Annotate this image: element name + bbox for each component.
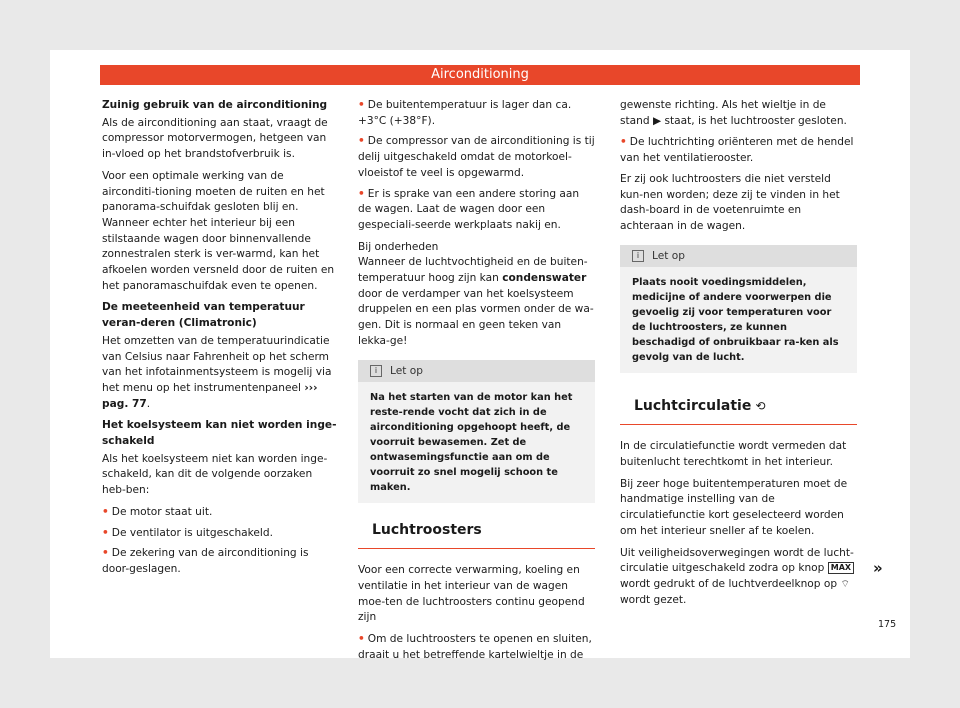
note-box	[620, 245, 857, 373]
note-text: Plaats nooit voedingsmiddelen, medicijne of andere voorwerpen die gevoelig zij voor temperaturen voor de luchtroosters, ze kunnen beschadigd of onbruikbaar ra-ken als gevolg van de lucht.	[632, 276, 839, 363]
paragraph: Voor een correcte verwarming, koeling en ventilatie in het interieur van de wagen moe-ten de luchtroosters continu geopend zijn	[358, 564, 585, 624]
note-box	[358, 360, 595, 503]
list-item: • Om de luchtroosters te openen en sluiten, draait u het betreffende kartelwieltje in de	[358, 633, 592, 661]
heading-efficient-use: Zuinig gebruik van de airconditioning	[102, 99, 328, 111]
bullet-icon: •	[358, 135, 365, 148]
list-item: • De ventilator is uitgeschakeld.	[102, 526, 273, 539]
list-item: • De buitentemperatuur is lager dan ca. +3°C (+38°F).	[358, 99, 572, 127]
page-reference-link[interactable]: ››› pag. 77	[102, 381, 318, 410]
section-title-luchtroosters: Luchtroosters	[358, 515, 595, 550]
column-1	[102, 98, 339, 583]
page-number: 175	[878, 619, 897, 630]
list-item: • De compressor van de airconditioning is tij delij uitgeschakeld omdat de motorkoel-vloeistof te veel is opgewarmd.	[358, 135, 595, 179]
bullet-icon: •	[102, 505, 109, 518]
list-item: • Er is sprake van een andere storing aan de wagen. Laat de wagen door een gespeciali-seerde werkplaats nakij en.	[358, 187, 580, 231]
info-icon: i	[370, 365, 382, 377]
paragraph: Voor een optimale werking van de airconditi-tioning moeten de ruiten en het panorama-schuifdak gesloten blij en. Wanneer echter het interieur bij een stilstaande wagen door binnenvallende zonnestralen sterk is ver-warmd, kan het afkoelen worden versneld door de ruiten en het panoramaschuifdak even te openen.	[102, 169, 335, 292]
bullet-icon: •	[102, 526, 109, 539]
column-2	[358, 98, 595, 668]
paragraph: Uit veiligheidsoverwegingen wordt de lucht-circulatie uitgeschakeld zodra op knop MAX wordt gedrukt of de luchtverdeelknop op ⌔ wordt gezet.	[620, 546, 854, 606]
paragraph: Bij zeer hoge buitentemperaturen moet de handmatige instelling van de circulatiefunctie kort geselecteerd worden om het interieur sneller af te koelen.	[620, 477, 848, 537]
paragraph: In de circulatiefunctie wordt vermeden dat buitenlucht terechtkomt in het interieur.	[620, 440, 847, 469]
paragraph: Wanneer de luchtvochtigheid en de buiten-temperatuur hoog zijn kan condenswater door de verdamper van het koelsysteem druppelen en een plas vormen onder de wa-gen. Dit is normaal en geen teken van lekka-ge!	[358, 256, 594, 347]
subheading: Bij onderheden	[358, 240, 439, 253]
paragraph: Het omzetten van de temperatuurindicatie van Celsius naar Fahrenheit op het scherm van het infotainmentsysteem is mogelij via het menu op het instrumentenpaneel ››› pag. 77.	[102, 334, 332, 410]
section-title-luchtcirculatie: Luchtcirculatie ⟲	[620, 391, 857, 426]
bullet-icon: •	[358, 187, 365, 200]
continue-mark: »	[873, 559, 883, 577]
note-header: i Let op	[358, 360, 595, 382]
bullet-icon: •	[358, 99, 365, 111]
chapter-header: Airconditioning	[100, 65, 860, 85]
bullet-icon: •	[358, 633, 365, 646]
recirculation-car-icon: ⟲	[755, 398, 766, 413]
bullet-icon: •	[620, 136, 627, 149]
bullet-icon: •	[102, 547, 109, 560]
column-3	[620, 98, 857, 614]
paragraph: Er zij ook luchtroosters die niet versteld kun-nen worden; deze zij te vinden in het dash-board in de voetenruimte en achteraan in de wagen.	[620, 172, 840, 232]
note-header: i Let op	[620, 245, 857, 267]
list-item: • De motor staat uit.	[102, 505, 213, 518]
list-item: • De zekering van de airconditioning is door-geslagen.	[102, 547, 309, 575]
info-icon: i	[632, 250, 644, 262]
paragraph: gewenste richting. Als het wieltje in de stand ▶ staat, is het luchtrooster gesloten.	[620, 99, 847, 127]
heading-temperature-unit: De meeteenheid van temperatuur veran-deren (Climatronic)	[102, 301, 305, 330]
paragraph: Als de airconditioning aan staat, vraagt de compressor motorvermogen, hetgeen van in-vloed op het brandstofverbruik is.	[102, 116, 328, 161]
note-text: Na het starten van de motor kan het reste-rende vocht dat zich in de airconditioning opgehoopt heeft, de voorruit bewasemen. Zet de ontwasemingsfunctie aan om de voorruit zo snel mogelij schoon te maken.	[370, 391, 573, 493]
windshield-air-icon: ⌔	[840, 578, 850, 590]
heading-cooling-fault: Het koelsysteem kan niet worden inge-schakeld	[102, 419, 337, 448]
max-defrost-icon: MAX	[828, 562, 854, 574]
list-item: • De luchtrichting oriënteren met de hendel van het ventilatierooster.	[620, 136, 854, 165]
paragraph: Als het koelsysteem niet kan worden inge-schakeld, kan dit de volgende oorzaken heb-ben:	[102, 452, 328, 497]
